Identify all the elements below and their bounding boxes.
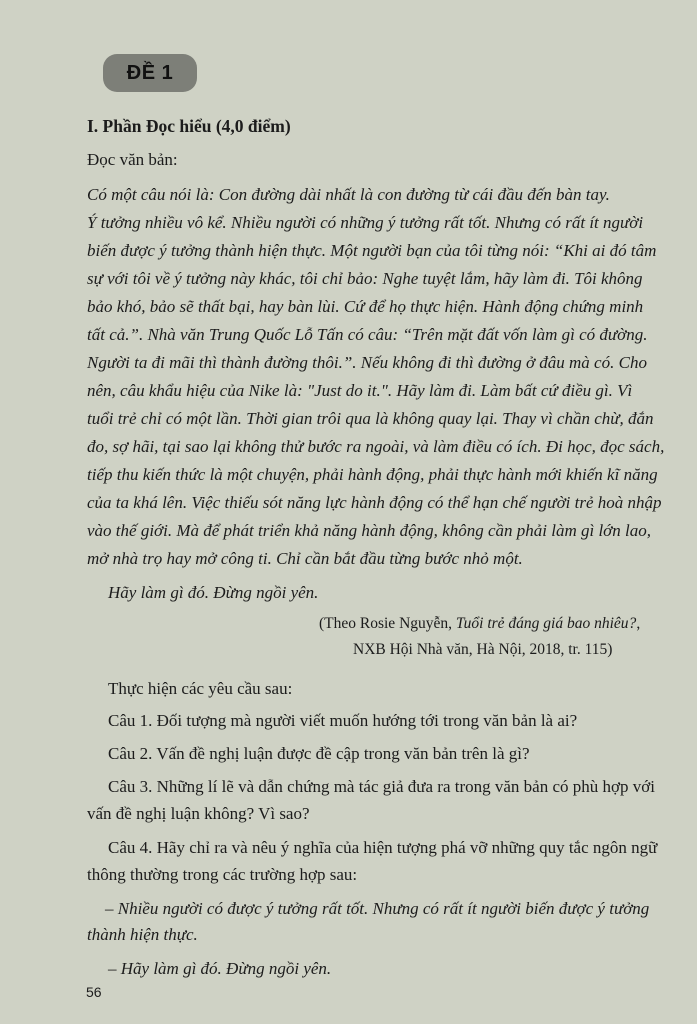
question-1: Câu 1. Đối tượng mà người viết muốn hướng tới trong văn bản là ai? <box>108 711 578 730</box>
passage-line: Người ta đi mãi thì thành đường thôi.”. Nếu không đi thì đường ở đâu mà có. Cho <box>87 353 647 372</box>
passage-line: vào thế giới. Mà để phát triển khả năng hành động, không cần phải làm gì lớn lao, <box>87 521 651 540</box>
question-3-line: vấn đề nghị luận không? Vì sao? <box>87 804 310 823</box>
passage-line: bảo khó, bảo sẽ thất bại, hay bàn lùi. Cứ để họ thực hiện. Hành động chứng minh <box>87 297 644 316</box>
question-4-item-1-line: – Nhiều người có được ý tưởng rất tốt. Nhưng có rất ít người biến được ý tưởng <box>105 899 650 918</box>
passage-closing: Hãy làm gì đó. Đừng ngồi yên. <box>108 583 319 602</box>
source-citation <box>319 612 697 636</box>
passage-line: Có một câu nói là: Con đường dài nhất là con đường từ cái đầu đến bàn tay. <box>87 185 610 204</box>
question-4-line: Câu 4. Hãy chỉ ra và nêu ý nghĩa của hiện tượng phá vỡ những quy tắc ngôn ngữ <box>108 838 658 857</box>
passage-line: nên, câu khẩu hiệu của Nike là: "Just do it.". Hãy làm đi. Làm bất cứ điều gì. Vì <box>87 381 633 400</box>
passage-line: sự với tôi về ý tưởng này khác, tôi chỉ bảo: Nghe tuyệt lắm, hãy làm đi. Tôi không <box>87 269 643 288</box>
passage-line: biến được ý tưởng thành hiện thực. Một người bạn của tôi từng nói: “Khi ai đó tâm <box>87 241 657 260</box>
source-suffix: , <box>636 615 641 632</box>
requirements-intro: Thực hiện các yêu cầu sau: <box>108 679 293 698</box>
question-3-line: Câu 3. Những lí lẽ và dẫn chứng mà tác giả đưa ra trong văn bản có phù hợp với <box>108 777 655 796</box>
exam-badge <box>103 54 197 92</box>
page-number: 56 <box>86 984 102 1000</box>
passage-line: tuổi trẻ chỉ có một lần. Thời gian trôi qua là không quay lại. Thay vì chần chừ, đắn <box>87 409 654 428</box>
question-4-line: thông thường trong các trường hợp sau: <box>87 865 358 884</box>
passage-line: của ta khá lên. Việc thiếu sót năng lực hành động có thể hạn chế người trẻ hoà nhập <box>87 493 662 512</box>
passage-line: đo, sợ hãi, tại sao lại không thử bước ra ngoài, và làm điều có ích. Đi học, đọc sách, <box>87 437 665 456</box>
passage-line: tiếp thu kiến thức là một chuyện, phải hành động, phải thực hành mới khiến kĩ năng <box>87 465 658 484</box>
source-book-title: Tuổi trẻ đáng giá bao nhiêu? <box>455 615 637 632</box>
source-publisher: NXB Hội Nhà văn, Hà Nội, 2018, tr. 115) <box>353 641 613 658</box>
source-prefix: (Theo Rosie Nguyễn, <box>319 615 456 632</box>
exam-badge-label: ĐỀ 1 <box>126 61 174 84</box>
question-4-item-2: – Hãy làm gì đó. Đừng ngồi yên. <box>108 959 332 978</box>
passage-line: Ý tưởng nhiều vô kể. Nhiều người có những ý tưởng rất tốt. Nhưng có rất ít người <box>87 213 644 232</box>
passage-line: mở nhà trọ hay mở công ti. Chỉ cần bắt đầu từng bước nhỏ một. <box>87 549 523 568</box>
read-instruction: Đọc văn bản: <box>87 150 178 169</box>
passage-line: tất cả.”. Nhà văn Trung Quốc Lỗ Tấn có câu: “Trên mặt đất vốn làm gì có đường. <box>87 325 648 344</box>
section-title: I. Phần Đọc hiểu (4,0 điểm) <box>87 116 291 136</box>
question-4-item-1-line: thành hiện thực. <box>87 925 198 944</box>
question-2: Câu 2. Vấn đề nghị luận được đề cập trong văn bản trên là gì? <box>108 744 530 763</box>
